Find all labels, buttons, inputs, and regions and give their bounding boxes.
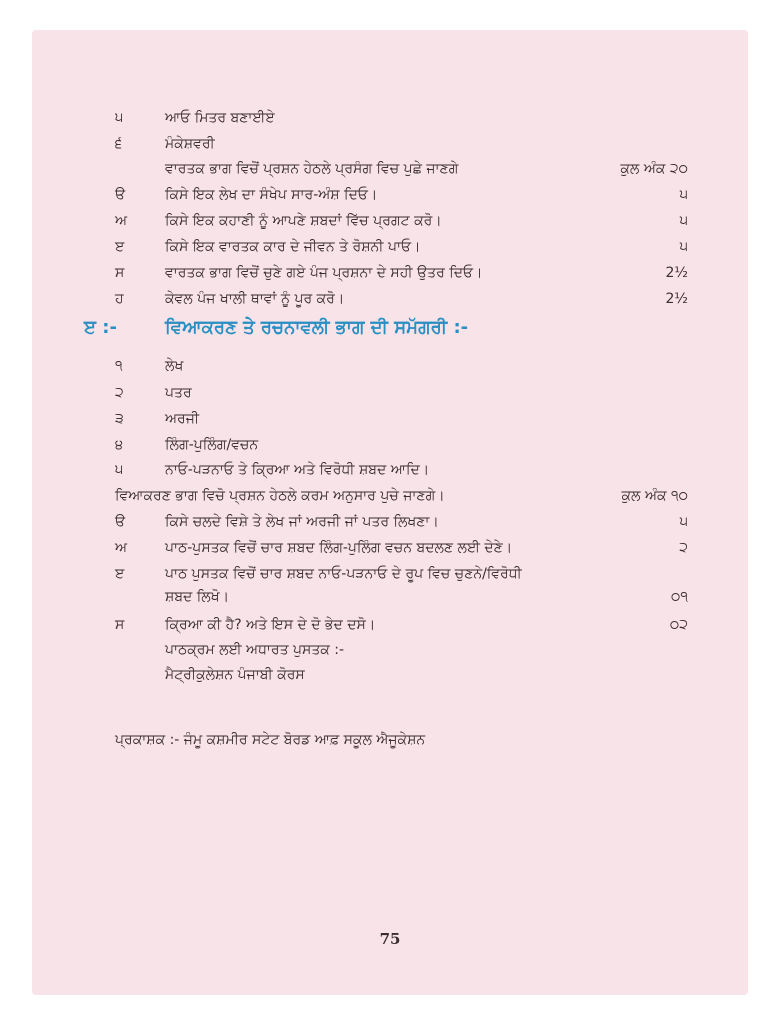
item-text: ਅਰਜੀ xyxy=(165,411,200,427)
list-item xyxy=(32,288,748,310)
list-item xyxy=(32,262,748,284)
item-marker: ੫ xyxy=(115,462,124,478)
item-marker: ਅ xyxy=(115,540,128,556)
item-text: ਲਿੰਗ-ਪੁਲਿੰਗ/ਵਚਨ xyxy=(165,437,259,453)
item-text: ਲੇਖ xyxy=(165,358,184,374)
item-marker: ੲ xyxy=(115,566,125,582)
list-item-continuation xyxy=(32,586,748,608)
item-text: ਕਿਸੇ ਚਲਦੇ ਵਿਸ਼ੇ ਤੇ ਲੇਖ ਜਾਂ ਅਰਜੀ ਜਾਂ ਪਤਰ ਲਿਖਣਾ। xyxy=(165,514,439,530)
textbook-label xyxy=(32,639,748,661)
list-item xyxy=(32,563,748,585)
item-text: ਆਓ ਮਿਤਰ ਬਣਾਈਏ xyxy=(165,110,275,126)
item-text: ਮੰਕੇਸ਼ਵਰੀ xyxy=(165,136,215,152)
item-marker: ੫ xyxy=(115,110,124,126)
list-item xyxy=(32,511,748,533)
heading-text: ਵਿਆਕਰਣ ਭਾਗ ਵਿਚੋ ਪ੍ਰਸ਼ਨ ਹੇਠਲੇ ਕਰਮ ਅਨੁਸਾਰ ਪੁਚੇ ਜਾਣਗੇ। xyxy=(115,488,445,504)
list-item xyxy=(32,236,748,258)
item-marker: ਸ xyxy=(115,617,125,633)
item-marks: 2½ xyxy=(665,265,688,281)
section-heading xyxy=(32,313,748,343)
item-marker: ਹ xyxy=(115,291,124,307)
section-marker: ੲ :- xyxy=(84,317,117,338)
item-text: ਪਾਠ-ਪੁਸਤਕ ਵਿਚੋਂ ਚਾਰ ਸ਼ਬਦ ਲਿੰਗ-ਪੁਲਿੰਗ ਵਚਨ ਬਦਲਣ ਲਈ ਦੇਣੇ। xyxy=(165,540,513,556)
list-item xyxy=(32,133,748,155)
item-text: ਕਿਸੇ ਇਕ ਵਾਰਤਕ ਕਾਰ ਦੇ ਜੀਵਨ ਤੇ ਰੋਸ਼ਨੀ ਪਾਓ। xyxy=(165,239,421,255)
prose-heading xyxy=(32,158,748,180)
item-marks: ੫ xyxy=(679,514,688,530)
item-marker: ੳ xyxy=(115,187,126,203)
item-text: ਨਾਓ-ਪੜਨਾਓ ਤੇ ਕ੍ਰਿਆ ਅਤੇ ਵਿਰੋਧੀ ਸ਼ਬਦ ਆਦਿ। xyxy=(165,462,430,478)
item-marks: 2½ xyxy=(665,291,688,307)
item-marker: ੨ xyxy=(115,385,124,401)
item-text: ਸ਼ਬਦ ਲਿਖੋ। xyxy=(165,589,230,605)
publisher-line xyxy=(32,729,748,751)
list-item xyxy=(32,184,748,206)
item-marker: ੬ xyxy=(115,136,123,152)
list-item xyxy=(32,408,748,430)
total-marks: ਕੁਲ ਅੰਕ ੧੦ xyxy=(621,488,688,504)
page-number: 75 xyxy=(379,930,401,948)
item-text: ਵਾਰਤਕ ਭਾਗ ਵਿਚੋਂ ਪ੍ਰਸ਼ਨ ਹੇਠਲੇ ਪ੍ਰਸੰਗ ਵਿਚ ਪੁਛੇ ਜਾਣਗੇ xyxy=(165,161,459,177)
list-item xyxy=(32,537,748,559)
item-text: ਵਾਰਤਕ ਭਾਗ ਵਿਚੋਂ ਚੁਣੇ ਗਏ ਪੰਜ ਪ੍ਰਸ਼ਨਾ ਦੇ ਸਹੀ ਉਤਰ ਦਿਓ। xyxy=(165,265,483,281)
item-marks: ੫ xyxy=(679,187,688,203)
item-marks: ੨ xyxy=(679,540,688,556)
item-text: ਪਾਠ ਪੁਸਤਕ ਵਿਚੋਂ ਚਾਰ ਸ਼ਬਦ ਨਾਓ-ਪੜਨਾਓ ਦੇ ਰੂਪ ਵਿਚ ਚੁਣਨੇ/ਵਿਰੋਧੀ xyxy=(165,566,522,582)
item-marker: ੧ xyxy=(115,358,123,374)
item-text: ਕਿਸੇ ਇਕ ਕਹਾਣੀ ਨੂੰ ਆਪਣੇ ਸ਼ਬਦਾਂ ਵਿੱਚ ਪ੍ਰਗਟ ਕਰੋ। xyxy=(165,213,442,229)
list-item xyxy=(32,459,748,481)
list-item xyxy=(32,210,748,232)
item-text: ਪਾਠਕ੍ਰਮ ਲਈ ਅਧਾਰਤ ਪੁਸਤਕ :- xyxy=(165,642,345,658)
publisher-text: ਪ੍ਰਕਾਸ਼ਕ :- ਜੰਮੂ ਕਸ਼ਮੀਰ ਸਟੇਟ ਬੋਰਡ ਆਫ਼ ਸਕੂਲ ਐਜੂਕੇਸ਼ਨ xyxy=(115,732,426,748)
section-title: ਵਿਆਕਰਣ ਤੇ ਰਚਨਾਵਲੀ ਭਾਗ ਦੀ ਸਮੱਗਰੀ :- xyxy=(165,317,469,338)
item-marker: ਅ xyxy=(115,213,128,229)
list-item xyxy=(32,382,748,404)
grammar-heading xyxy=(32,485,748,507)
item-marker: ਸ xyxy=(115,265,125,281)
item-marker: ੪ xyxy=(115,437,124,453)
item-marks: ੦੧ xyxy=(670,589,688,605)
textbook-title xyxy=(32,664,748,686)
item-text: ਕੇਵਲ ਪੰਜ ਖਾਲੀ ਥਾਵਾਂ ਨੂੰ ਪੂਰ ਕਰੋ। xyxy=(165,291,345,307)
list-item xyxy=(32,434,748,456)
item-text: ਕ੍ਰਿਆ ਕੀ ਹੈ? ਅਤੇ ਇਸ ਦੇ ਦੋ ਭੇਦ ਦਸੋ। xyxy=(165,617,376,633)
list-item xyxy=(32,614,748,636)
item-marks: ੫ xyxy=(679,213,688,229)
document-page xyxy=(32,30,748,995)
item-text: ਮੈਟ੍ਰੀਕੁਲੇਸ਼ਨ ਪੰਜਾਬੀ ਕੋਰਸ xyxy=(165,667,305,683)
item-text: ਪਤਰ xyxy=(165,385,192,401)
list-item xyxy=(32,355,748,377)
item-marker: ੲ xyxy=(115,239,125,255)
item-marks: ੫ xyxy=(679,239,688,255)
item-marker: ੩ xyxy=(115,411,124,427)
item-marks: ੦੨ xyxy=(669,617,688,633)
list-item xyxy=(32,107,748,129)
item-text: ਕਿਸੇ ਇਕ ਲੇਖ ਦਾ ਸੰਖੇਪ ਸਾਰ-ਅੰਸ਼ ਦਿਓ। xyxy=(165,187,378,203)
total-marks: ਕੁਲ ਅੰਕ ੨੦ xyxy=(620,161,688,177)
item-marker: ੳ xyxy=(115,514,126,530)
